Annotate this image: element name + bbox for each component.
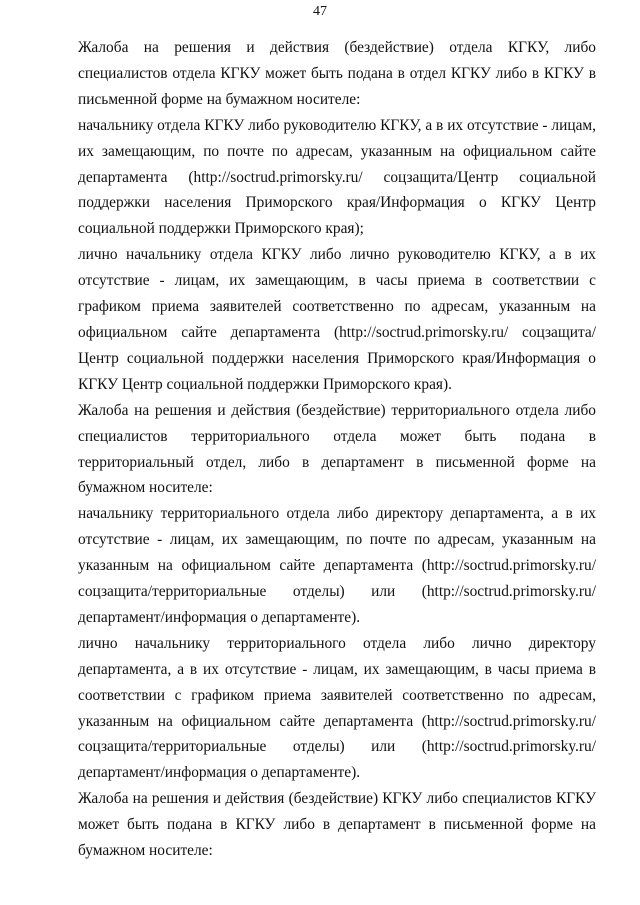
page-number: 47 bbox=[313, 4, 327, 19]
paragraph: начальнику отдела КГКУ либо руководителю КГКУ, а в их отсутствие - лицам, их замещающим, по почте по адресам, указанным на официальном сайте департамента (http://soctrud.primorsky.ru/ соцзащита/Центр социальной поддержки населения Приморского края/Информация о КГКУ Центр социальной поддержки Приморского края); bbox=[78, 116, 596, 238]
paragraph: Жалоба на решения и действия (бездействие) территориального отдела либо специалистов территориального отдела может быть подана в территориальный отдел, либо в департамент в письменной форме на бумажном носителе: bbox=[78, 401, 596, 497]
paragraph: Жалоба на решения и действия (бездействие) отдела КГКУ, либо специалистов отдела КГКУ может быть подана в отдел КГКУ либо в КГКУ в письменной форме на бумажном носителе: bbox=[78, 39, 596, 108]
paragraph: Жалоба на решения и действия (бездействие) КГКУ либо специалистов КГКУ может быть подана в КГКУ либо в департамент в письменной форме на бумажном носителе: bbox=[78, 790, 596, 860]
paragraph: лично начальнику территориального отдела либо лично директору департамента, а в их отсутствие - лицам, их замещающим, в часы приема в соответствии с графиком приема заявителей соответственно по адресам, указанным на официальном сайте департамента (http://soctrud.primorsky.ru/ соцзащита/территориальные отделы) или (http://soctrud.primorsky.ru/ департамент/информация о департаменте). bbox=[78, 634, 596, 782]
paragraph: лично начальнику отдела КГКУ либо лично руководителю КГКУ, а в их отсутствие - лицам, их замещающим, в часы приема в соответствии с графиком приема заявителей соответственно по адресам, указанным на официальном сайте департамента (http://soctrud.primorsky.ru/ соцзащита/Центр социальной поддержки населения Приморского края/Информация о КГКУ Центр социальной поддержки Приморского края). bbox=[78, 246, 596, 393]
paragraph: начальнику территориального отдела либо директору департамента, а в их отсутствие - лицам, их замещающим, по почте по адресам, указанным на указанным на официальном сайте департамента (http://soctrud.primorsky.ru/ соцзащита/территориальные отделы) или (http://soctrud.primorsky.ru/ департамент/информация о департаменте). bbox=[78, 505, 596, 626]
document-body bbox=[78, 35, 596, 864]
